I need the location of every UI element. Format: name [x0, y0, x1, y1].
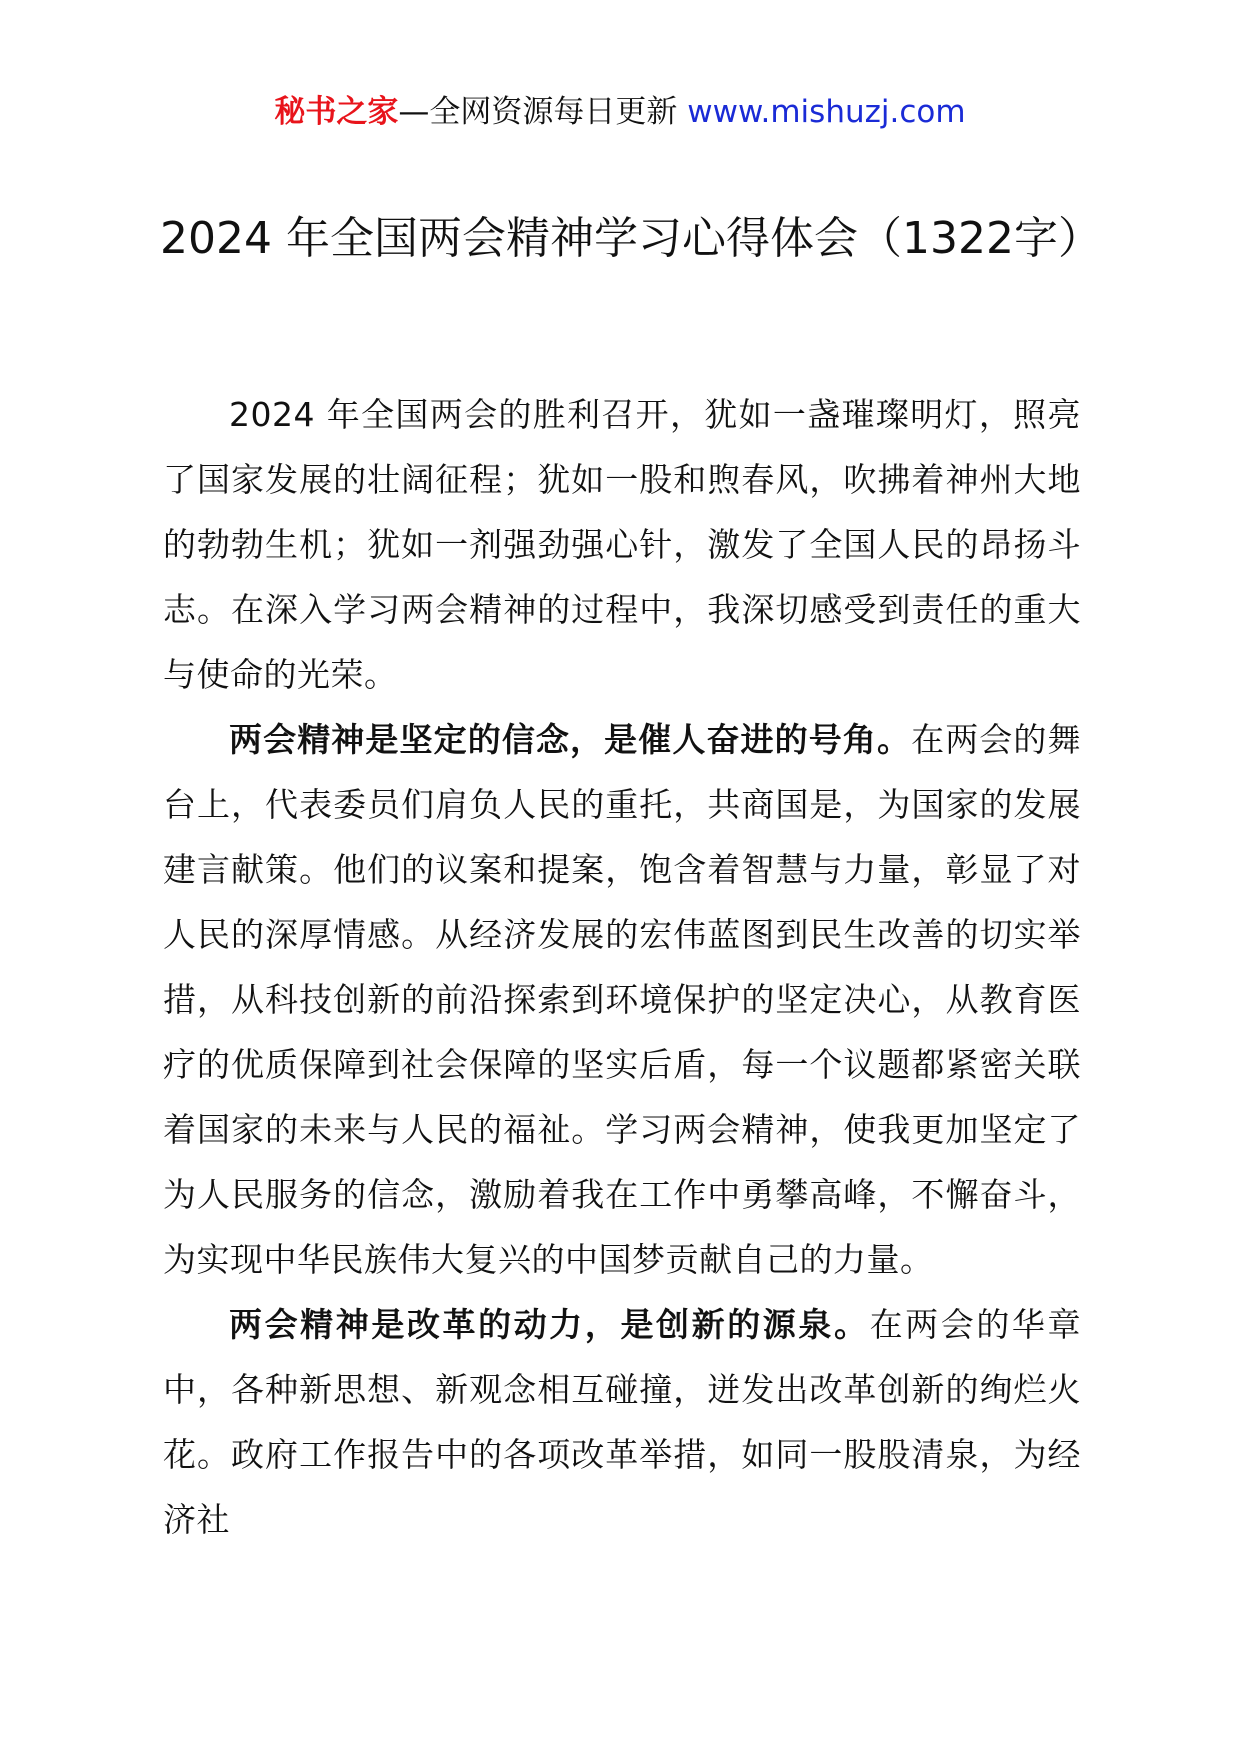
document-title: 2024 年全国两会精神学习心得体会（1322字） [160, 213, 1102, 264]
paragraph-text: 在两会的华章中，各种新思想、新观念相互碰撞，迸发出改革创新的绚烂火花。政府工作报告中的各项改革举措，如同一股股清泉，为经济社 [163, 1305, 1082, 1539]
paragraph-text: 在两会的舞台上，代表委员们肩负人民的重托，共商国是，为国家的发展建言献策。他们的议案和提案，饱含着智慧与力量，彰显了对人民的深厚情感。从经济发展的宏伟蓝图到民生改善的切实举措，从科技创新的前沿探索到环境保护的坚定决心，从教育医疗的优质保障到社会保障的坚实后盾，每一个议题都紧密关联着国家的未来与人民的福祉。学习两会精神，使我更加坚定了为人民服务的信念，激励着我在工作中勇攀高峰，不懈奋斗，为实现中华民族伟大复兴的中国梦贡献自己的力量。 [163, 720, 1082, 1279]
paragraph-text: 2024 年全国两会的胜利召开，犹如一盏璀璨明灯，照亮了国家发展的壮阔征程；犹如一股和煦春风，吹拂着神州大地的勃勃生机；犹如一剂强劲强心针，激发了全国人民的昂扬斗志。在深入学习两会精神的过程中，我深切感受到责任的重大与使命的光荣。 [163, 395, 1081, 694]
paragraph [163, 707, 1081, 1292]
paragraph-lead: 两会精神是坚定的信念，是催人奋进的号角。 [229, 720, 912, 759]
paragraph [163, 1292, 1081, 1552]
paragraph-lead: 两会精神是改革的动力，是创新的源泉。 [229, 1305, 870, 1344]
site-header [0, 92, 1240, 132]
site-url-link[interactable]: www.mishuzj.com [687, 94, 966, 130]
document-body [163, 382, 1081, 1552]
site-slogan: —全网资源每日更新 [398, 94, 688, 130]
site-brand: 秘书之家 [274, 94, 399, 130]
paragraph [163, 382, 1081, 707]
